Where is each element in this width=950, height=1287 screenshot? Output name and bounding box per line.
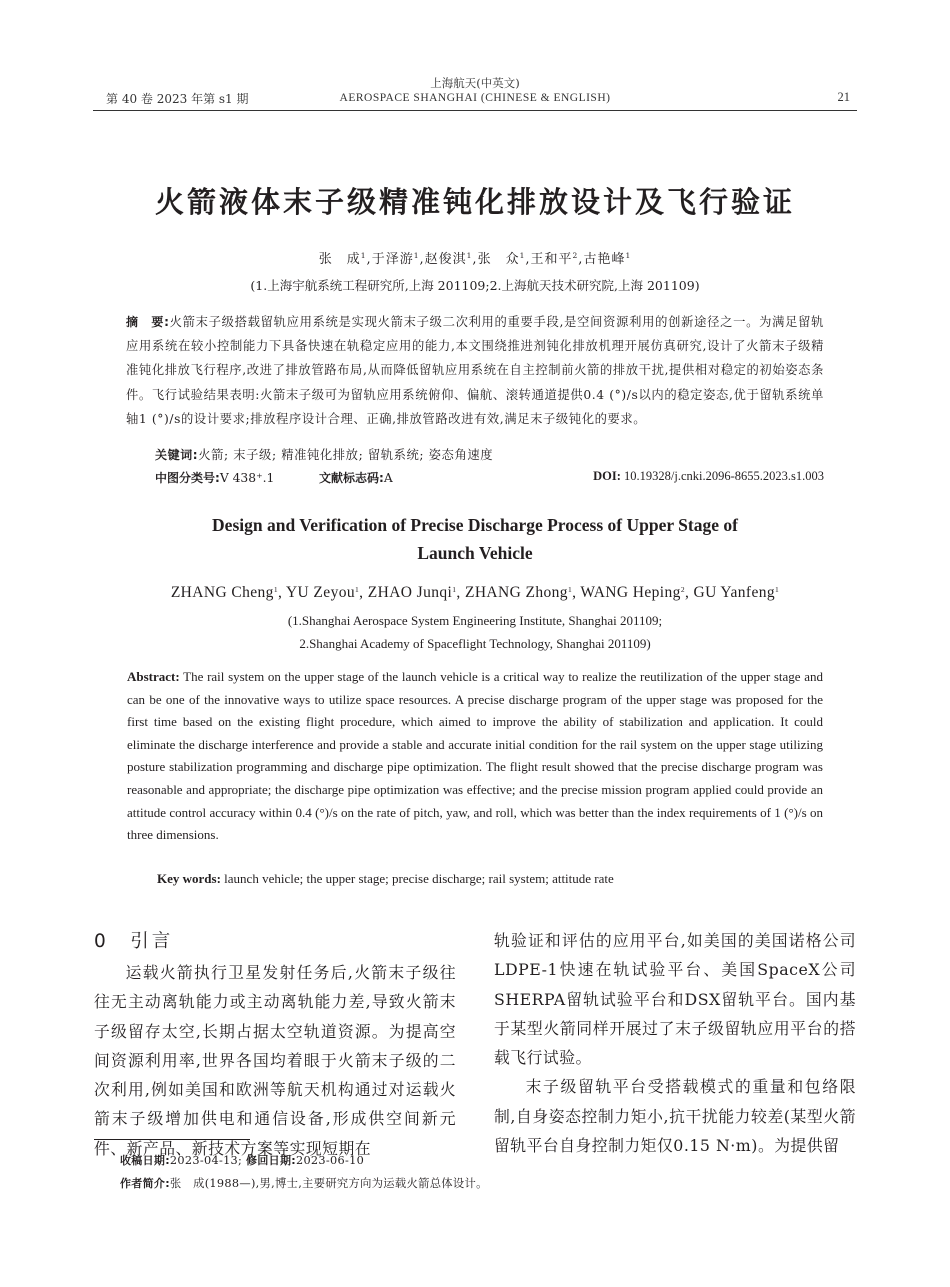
cn-authors: 张 成$^1$,于泽游$^1$,赵俊淇$^1$,张 众$^1$,王和平$^2$,古艳峰$^1$ <box>318 251 632 267</box>
classification: 中图分类号:V 438⁺.1 <box>155 471 275 485</box>
en-keywords-label: Key words: <box>157 871 221 886</box>
en-keywords <box>157 871 614 887</box>
en-author: GU Yanfeng$^1$ <box>693 584 780 601</box>
en-affiliation-line: 2.Shanghai Academy of Spaceflight Technology, Shanghai 201109) <box>299 636 651 651</box>
issue-info: 第 40 卷 2023 年第 s1 期 <box>106 92 249 106</box>
en-affiliation <box>0 609 950 655</box>
cn-author: 张 成$^1$ <box>318 251 367 267</box>
en-author: ZHANG Cheng$^1$ <box>170 584 278 601</box>
en-keywords-text: launch vehicle; the upper stage; precise discharge; rail system; attitude rate <box>224 871 614 886</box>
cn-keywords-text: 火箭; 末子级; 精准钝化排放; 留轨系统; 姿态角速度 <box>198 448 494 462</box>
en-title-line: Design and Verification of Precise Discharge Process of Upper Stage of <box>212 515 738 535</box>
cn-keywords-label: 关键词: <box>155 448 199 462</box>
cn-keywords <box>155 445 493 463</box>
header-rule <box>93 110 857 111</box>
body-paragraph: 轨验证和评估的应用平台,如美国的美国诺格公司LDPE-1快速在轨试验平台、美国SpaceX公司SHERPA留轨试验平台和DSX留轨平台。国内基于某型火箭同样开展过了末子级留轨应用平台的搭载飞行试验。 <box>494 931 856 1068</box>
document-code: 文献标志码:A <box>319 471 393 485</box>
page-number: 21 <box>837 90 850 104</box>
cn-abstract-label: 摘 要: <box>126 315 170 329</box>
en-abstract-text: The rail system on the upper stage of the launch vehicle is a critical way to realize the reutilization of the upper stage and can be one of the innovative ways to utilize space resources. A precise discharge program of the upper stage was proposed for the first time based on the existing flight procedure, which aimed to improve the ability of stabilization and application. It could eliminate the discharge interference and provide a stable and accurate initial condition for the rail system on the upper stage utilizing posture stabilization programming and discharge pipe optimization. The flight result showed that the precise discharge program was reasonable and appropriate; the discharge pipe optimization was effective; and the precise mission program applied could provide an attitude control accuracy within 0.4 (°)/s on the rate of pitch, yaw, and roll, which was better than the index requirements of 1 (°)/s on three dimensions. <box>127 669 823 843</box>
journal-name <box>0 76 950 106</box>
cn-author: 于泽游$^1$ <box>371 251 420 267</box>
footnote-dates: 收稿日期:2023-04-13; 修回日期:2023-06-10 <box>120 1154 365 1167</box>
doi[interactable]: DOI: 10.19328/j.cnki.2096-8655.2023.s1.003 <box>593 469 824 483</box>
en-author: ZHANG Zhong$^1$ <box>464 584 573 601</box>
footnote-author: 作者简介:张 成(1988—),男,博士,主要研究方向为运载火箭总体设计。 <box>120 1177 488 1190</box>
cn-author: 古艳峰$^1$ <box>583 251 632 267</box>
en-authors: ZHANG Cheng$^1$, YU Zeyou$^1$, ZHAO Junqi$^1$, ZHANG Zhong$^1$, WANG Heping$^2$, GU Yanfeng$^1$ <box>170 584 780 601</box>
cn-author: 王和平$^2$ <box>530 251 579 267</box>
cn-abstract-text: 火箭末子级搭载留轨应用系统是实现火箭末子级二次利用的重要手段,是空间资源利用的创新途径之一。为满足留轨应用系统在较小控制能力下具备快速在轨稳定应用的能力,本文围绕推进剂钝化排放机理开展仿真研究,设计了火箭末子级精准钝化排放飞行程序,改进了排放管路布局,从而降低留轨应用系统在自主控制前火箭的排放干扰,提供相对稳定的初始姿态条件。飞行试验结果表明:火箭末子级可为留轨应用系统俯仰、偏航、滚转通道提供0.4 (°)/s以内的稳定姿态,优于留轨系统单轴1 (°)/s的设计要求;排放程序设计合理、正确,排放管路改进有效,满足末子级钝化的要求。 <box>126 315 825 426</box>
section-heading: 0 引言 <box>94 931 174 952</box>
en-author: ZHAO Junqi$^1$ <box>367 584 457 601</box>
en-abstract-label: Abstract: <box>127 669 180 684</box>
body-paragraph: 运载火箭执行卫星发射任务后,火箭末子级往往无主动离轨能力或主动离轨能力差,导致火箭末子级留存太空,长期占据太空轨道资源。为提高空间资源利用率,世界各国均着眼于火箭末子级的二次利用,例如美国和欧洲等航天机构通过对运载火箭末子级增加供电和通信设备,形成供空间新元件、新产品、新技术方案等实现短期在 <box>94 963 456 1158</box>
cn-author: 张 众$^1$ <box>477 251 526 267</box>
cn-abstract <box>126 310 824 431</box>
footnote-rule <box>94 1139 250 1140</box>
en-abstract <box>127 666 823 847</box>
cn-title: 火箭液体末子级精准钝化排放设计及飞行验证 <box>154 185 795 219</box>
journal-name-cn: 上海航天(中英文) <box>430 76 520 90</box>
en-author: YU Zeyou$^1$ <box>285 584 360 601</box>
en-affiliation-line: (1.Shanghai Aerospace System Engineering Institute, Shanghai 201109; <box>287 613 663 628</box>
en-title <box>0 511 950 567</box>
cn-affiliation: (1.上海宇航系统工程研究所,上海 201109;2.上海航天技术研究院,上海 201109) <box>250 278 700 293</box>
body-paragraph: 末子级留轨平台受搭载模式的重量和包络限制,自身姿态控制力矩小,抗干扰能力较差(某型火箭留轨平台自身控制力矩仅0.15 N·m)。为提供留 <box>494 1077 856 1156</box>
en-author: WANG Heping$^2$ <box>580 584 685 601</box>
body-column-left <box>94 926 456 1163</box>
journal-name-en: AEROSPACE SHANGHAI (CHINESE & ENGLISH) <box>339 92 611 104</box>
body-column-right <box>494 926 856 1160</box>
en-title-line: Launch Vehicle <box>417 543 533 563</box>
cn-author: 赵俊淇$^1$ <box>424 251 473 267</box>
